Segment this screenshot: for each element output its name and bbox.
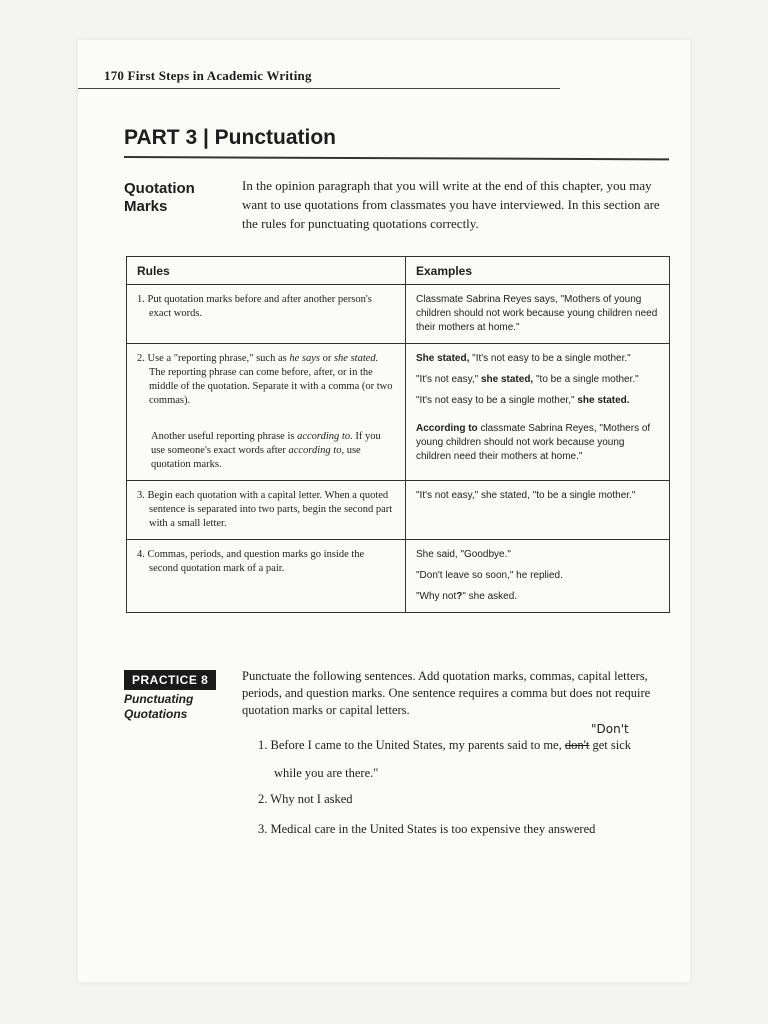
rule-text-italic: she stated. <box>333 353 379 364</box>
rule-text-part: use quotation marks. <box>151 445 361 470</box>
rule-text-part: 2. Use a "reporting phrase," such as <box>137 353 287 364</box>
running-head-rule <box>78 88 560 89</box>
example-cell <box>406 481 670 540</box>
example-part: "Why not <box>416 591 457 602</box>
rules-header: Rules <box>127 257 406 285</box>
example-text: Classmate Sabrina Reyes says, "Mothers of young children should not work because young children need their mothers at home." <box>416 294 658 333</box>
example-text <box>416 352 659 366</box>
example-text: "It's not easy," she stated, "to be a single mother." <box>416 490 636 501</box>
rule-text-italic: according to, <box>288 445 345 456</box>
example-part: "It's not easy to be a single mother," <box>416 395 575 406</box>
rule-cell <box>127 481 406 540</box>
part-title: PART 3 | Punctuation <box>124 126 336 149</box>
example-cell <box>406 344 670 481</box>
rule-text-part: Another useful reporting phrase is <box>151 431 295 442</box>
rule-text <box>137 352 395 408</box>
example-part: "to be a single mother." <box>536 374 639 385</box>
practice-subtitle <box>124 692 234 722</box>
example-bold: she stated, <box>480 374 534 385</box>
exercise-item-2: 2. Why not I asked <box>258 792 353 806</box>
sub-rule-text <box>151 430 395 472</box>
exercise-item-1-line2: while you are there." <box>274 766 379 780</box>
example-part: "It's not easy to be a single mother." <box>472 353 631 364</box>
rule-text: 1. Put quotation marks before and after another person's exact words. <box>137 294 372 319</box>
rule-cell <box>127 540 406 613</box>
example-text: "Don't leave so soon," he replied. <box>416 570 563 581</box>
example-bold: She stated, <box>416 353 470 364</box>
struck-text: don't <box>564 738 590 752</box>
example-part: " she asked. <box>462 591 518 602</box>
section-label-line1: Quotation <box>124 180 195 197</box>
exercise-text: get sick <box>592 738 632 752</box>
example-cell <box>406 540 670 613</box>
example-text <box>416 373 659 387</box>
rule-cell <box>127 344 406 481</box>
example-text <box>416 394 659 408</box>
example-part: classmate Sabrina Reyes, "Mothers of young children should not work because young children need their mothers at home." <box>416 423 651 462</box>
handwritten-annotation: "Don't <box>591 722 629 736</box>
rule-text-part: If you use someone's exact words after <box>151 431 381 456</box>
running-head: 170 First Steps in Academic Writing <box>104 68 312 83</box>
exercise-text: 1. Before I came to the United States, my parents said to me, <box>258 738 562 752</box>
practice-instructions: Punctuate the following sentences. Add quotation marks, commas, capital letters, periods, and question marks. One sentence requires a comma but does not require quotation marks or capital letters. <box>242 669 651 717</box>
example-bold: she stated. <box>577 395 630 406</box>
rule-text: 4. Commas, periods, and question marks go inside the second quotation mark of a pair. <box>137 549 365 574</box>
example-part: "It's not easy," <box>416 374 479 385</box>
practice-badge: PRACTICE 8 <box>124 670 216 690</box>
rule-text-part: The reporting phrase can come before, after, or in the middle of the quotation. Separate it with a comma (or two commas). <box>149 367 393 406</box>
example-text: She said, "Goodbye." <box>416 549 511 560</box>
rules-table <box>126 256 670 613</box>
practice-subtitle-line2: Quotations <box>124 707 188 721</box>
exercise-item-1 <box>258 738 631 753</box>
rule-text-part: or <box>322 353 332 364</box>
exercise-item-3: 3. Medical care in the United States is too expensive they answered <box>258 822 596 836</box>
rule-text: 3. Begin each quotation with a capital letter. When a quoted sentence is separated into two parts, begin the second part with a small letter. <box>137 490 393 529</box>
table-row <box>127 344 670 481</box>
table-row <box>127 481 670 540</box>
rule-cell <box>127 285 406 344</box>
rule-text-italic: according to. <box>297 431 353 442</box>
table-row <box>127 285 670 344</box>
table-header-row <box>127 257 670 285</box>
example-text <box>416 422 659 464</box>
section-label <box>124 180 224 216</box>
example-text <box>416 590 659 604</box>
table-row <box>127 540 670 613</box>
example-bold: According to <box>416 423 478 434</box>
practice-subtitle-line1: Punctuating <box>124 692 194 706</box>
example-cell <box>406 285 670 344</box>
section-intro: In the opinion paragraph that you will write at the end of this chapter, you may want to use quotations from classmates you have interviewed. In this section are the rules for punctuating quotations correctly. <box>242 178 660 231</box>
examples-header: Examples <box>406 257 670 285</box>
section-label-line2: Marks <box>124 198 168 215</box>
example-bold: ? <box>456 591 463 602</box>
rule-text-italic: he says <box>289 353 320 364</box>
